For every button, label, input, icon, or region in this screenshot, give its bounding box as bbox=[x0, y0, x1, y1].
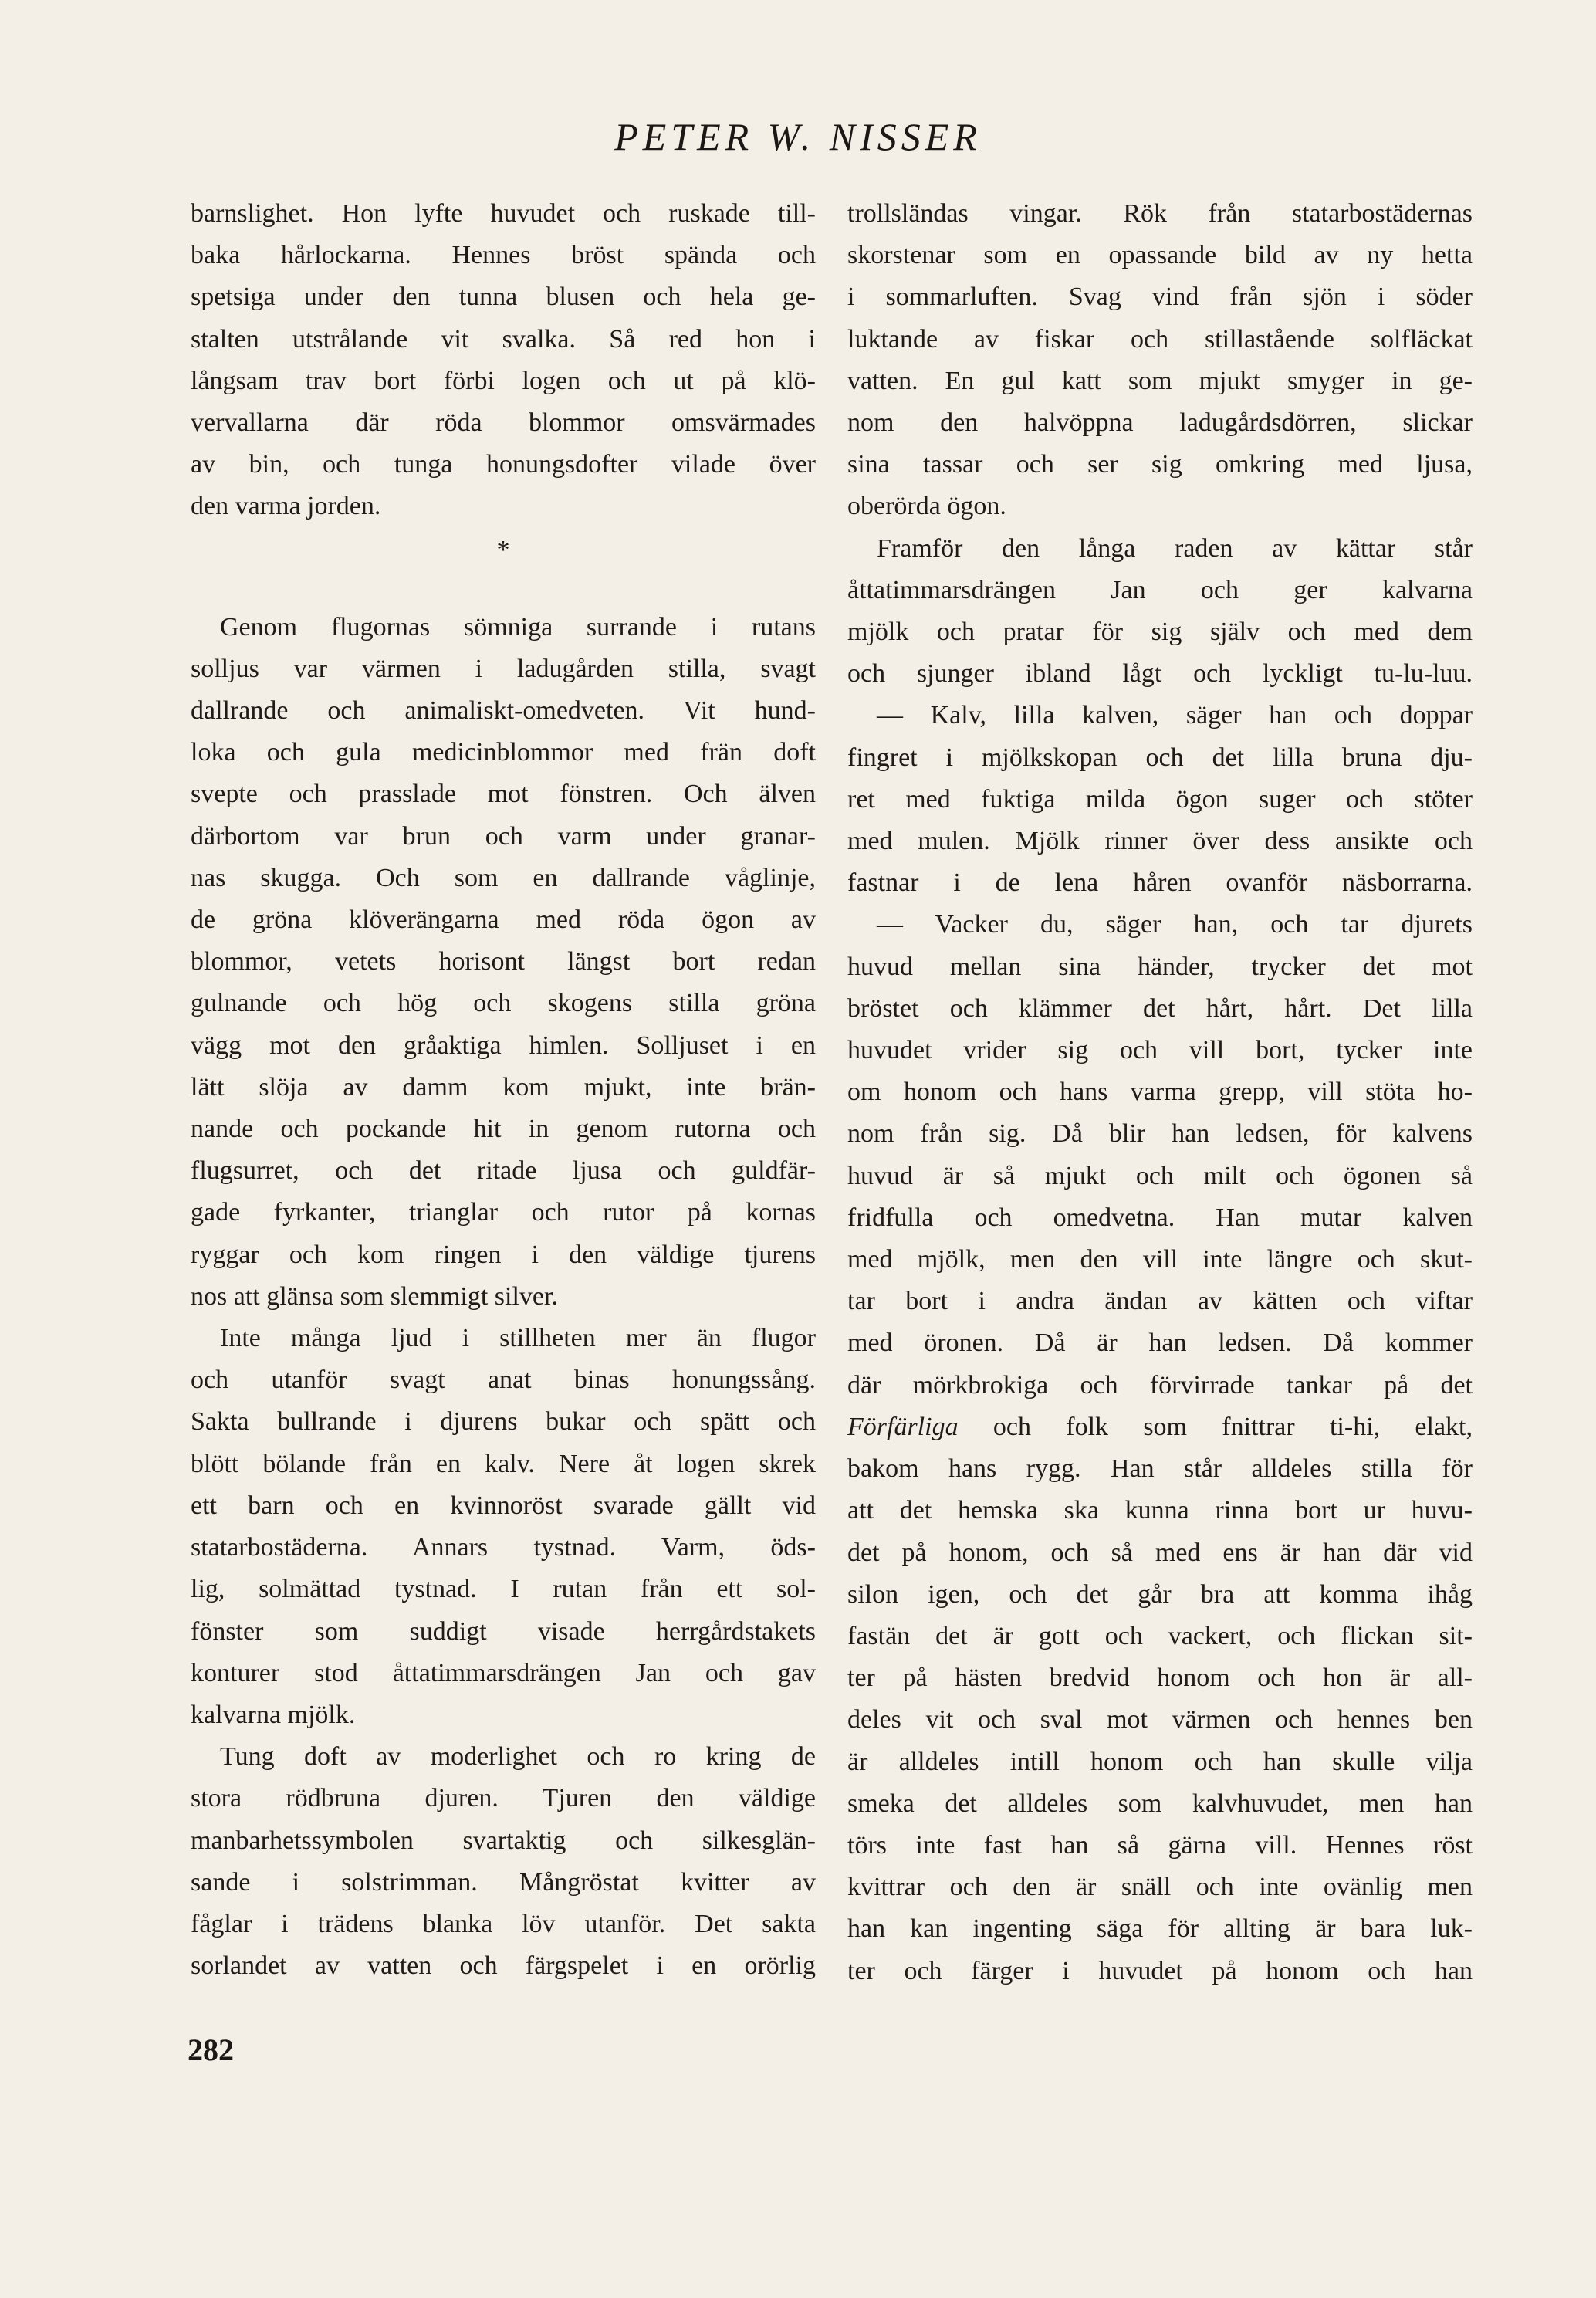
left-column bbox=[191, 193, 816, 1987]
text-line: ryggar och kom ringen i den väldige tjurens bbox=[191, 1240, 816, 1269]
text-line: ett barn och en kvinnoröst svarade gällt vid bbox=[191, 1491, 816, 1520]
text-line: den varma jorden. bbox=[191, 492, 381, 521]
text-line: dallrande och animaliskt-omedveten. Vit hund- bbox=[191, 696, 816, 726]
text-line: bakom hans rygg. Han står alldeles stilla för bbox=[847, 1454, 1473, 1484]
text-line: trollsländas vingar. Rök från statarbostädernas bbox=[847, 199, 1473, 228]
text-line: lätt slöja av damm kom mjukt, inte brän- bbox=[191, 1072, 816, 1102]
text-line: han kan ingenting säga för allting är bara luk- bbox=[847, 1914, 1473, 1944]
text-line: flugsurret, och det ritade ljusa och guldfär- bbox=[191, 1156, 816, 1186]
text-line: och sjunger ibland lågt och lyckligt tu-lu-luu. bbox=[847, 659, 1473, 689]
text-line-rest: och folk som fnittrar ti-hi, elakt, bbox=[992, 1412, 1473, 1441]
text-line: därbortom var brun och varm under granar- bbox=[191, 821, 816, 851]
paragraph-gap bbox=[191, 584, 816, 607]
text-line: fåglar i trädens blanka löv utanför. Det sakta bbox=[191, 1909, 816, 1938]
text-line: där mörkbrokiga och förvirrade tankar på det bbox=[847, 1370, 1473, 1399]
text-line: oberörda ögon. bbox=[847, 492, 1006, 521]
text-line: deles vit och sval mot värmen och hennes ben bbox=[847, 1705, 1473, 1734]
text-line: blommor, vetets horisont längst bort redan bbox=[191, 947, 816, 976]
text-line: lig, solmättad tystnad. I rutan från ett sol- bbox=[191, 1575, 816, 1604]
text-line: ter på hästen bredvid honom och hon är all- bbox=[847, 1663, 1473, 1693]
text-line: med öronen. Då är han ledsen. Då kommer bbox=[847, 1328, 1473, 1358]
text-line: statarbostäderna. Annars tystnad. Varm, öds- bbox=[191, 1533, 816, 1562]
text-line: och utanför svagt anat binas honungssång. bbox=[191, 1366, 816, 1395]
text-line bbox=[847, 1406, 1473, 1448]
text-line: långsam trav bort förbi logen och ut på klö- bbox=[191, 366, 816, 395]
text-line: skorstenar som en opassande bild av ny hetta bbox=[847, 241, 1473, 270]
text-line: mjölk och pratar för sig själv och med dem bbox=[847, 618, 1473, 647]
text-line: Genom flugornas sömniga surrande i rutans bbox=[220, 612, 816, 641]
text-line: bröstet och klämmer det hårt, hårt. Det lilla bbox=[847, 993, 1473, 1023]
text-line: åttatimmarsdrängen Jan och ger kalvarna bbox=[847, 575, 1473, 604]
text-line: om honom och hans varma grepp, vill stöta ho- bbox=[847, 1078, 1473, 1107]
text-line: sande i solstrimman. Mångröstat kvitter av bbox=[191, 1867, 816, 1897]
text-line: kvittrar och den är snäll och inte ovänlig men bbox=[847, 1873, 1473, 1902]
text-line: vatten. En gul katt som mjukt smyger in ge- bbox=[847, 366, 1473, 395]
text-line: huvudet vrider sig och vill bort, tycker inte bbox=[847, 1036, 1473, 1065]
text-line: blött bölande från en kalv. Nere åt logen skrek bbox=[191, 1449, 816, 1478]
text-line: fönster som suddigt visade herrgårdstakets bbox=[191, 1616, 816, 1646]
text-line: törs inte fast han så gärna vill. Hennes röst bbox=[847, 1830, 1473, 1860]
text-line: sorlandet av vatten och färgspelet i en orörlig bbox=[191, 1951, 816, 1981]
text-line: smeka det alldeles som kalvhuvudet, men han bbox=[847, 1789, 1473, 1818]
text-line: — Vacker du, säger han, och tar djurets bbox=[877, 910, 1473, 939]
text-line: loka och gula medicinblommor med frän doft bbox=[191, 738, 816, 767]
text-line: stalten utstrålande vit svalka. Så red hon i bbox=[191, 324, 816, 354]
text-line: — Kalv, lilla kalven, säger han och doppar bbox=[877, 701, 1473, 730]
text-line: konturer stod åttatimmarsdrängen Jan och gav bbox=[191, 1658, 816, 1687]
text-line: manbarhetssymbolen svartaktig och silkesglän- bbox=[191, 1826, 816, 1855]
text-line: sina tassar och ser sig omkring med ljusa, bbox=[847, 450, 1473, 479]
text-line: spetsiga under den tunna blusen och hela ge- bbox=[191, 283, 816, 312]
text-line: barnslighet. Hon lyfte huvudet och ruskade till- bbox=[191, 199, 816, 228]
text-line: med mulen. Mjölk rinner över dess ansikte och bbox=[847, 827, 1473, 856]
text-line: gade fyrkanter, trianglar och rutor på kornas bbox=[191, 1198, 816, 1227]
text-line: att det hemska ska kunna rinna bort ur huvu- bbox=[847, 1496, 1473, 1525]
text-line: ret med fuktiga milda ögon suger och stöter bbox=[847, 784, 1473, 814]
text-line: nande och pockande hit in genom rutorna och bbox=[191, 1115, 816, 1144]
text-line: baka hårlockarna. Hennes bröst spända och bbox=[191, 241, 816, 270]
text-line: luktande av fiskar och stillastående solfläckat bbox=[847, 324, 1473, 354]
text-line: nos att glänsa som slemmigt silver. bbox=[191, 1281, 558, 1311]
text-line: nom den halvöppna ladugårdsdörren, slickar bbox=[847, 408, 1473, 438]
text-line: i sommarluften. Svag vind från sjön i söder bbox=[847, 283, 1473, 312]
text-line: solljus var värmen i ladugården stilla, svagt bbox=[191, 654, 816, 683]
text-line: stora rödbruna djuren. Tjuren den väldige bbox=[191, 1784, 816, 1813]
text-line: med mjölk, men den vill inte längre och skut- bbox=[847, 1245, 1473, 1274]
text-line: de gröna klöverängarna med röda ögon av bbox=[191, 905, 816, 935]
italic-word: Förfärliga bbox=[847, 1412, 959, 1441]
text-line: nas skugga. Och som en dallrande våglinje, bbox=[191, 863, 816, 892]
text-line: vägg mot den gråaktiga himlen. Solljuset i en bbox=[191, 1031, 816, 1060]
text-line: av bin, och tunga honungsdofter vilade över bbox=[191, 450, 816, 479]
text-line: tar bort i andra ändan av kätten och viftar bbox=[847, 1287, 1473, 1316]
text-line: fingret i mjölkskopan och det lilla bruna dju- bbox=[847, 743, 1473, 772]
text-line: fridfulla och omedvetna. Han mutar kalven bbox=[847, 1203, 1473, 1232]
text-line: huvud är så mjukt och milt och ögonen så bbox=[847, 1161, 1473, 1190]
text-line: det på honom, och så med ens är han där vid bbox=[847, 1538, 1473, 1567]
text-line: fastän det är gott och vackert, och flickan sit- bbox=[847, 1621, 1473, 1650]
text-line: silon igen, och det går bra att komma ihåg bbox=[847, 1579, 1473, 1609]
text-line: Framför den långa raden av kättar står bbox=[877, 533, 1473, 563]
text-line: ter och färger i huvudet på honom och han bbox=[847, 1956, 1473, 1985]
right-column bbox=[847, 193, 1473, 1992]
text-line: vervallarna där röda blommor omsvärmades bbox=[191, 408, 816, 438]
text-line: Sakta bullrande i djurens bukar och spätt och bbox=[191, 1407, 816, 1437]
text-line: kalvarna mjölk. bbox=[191, 1700, 356, 1729]
running-head: PETER W. NISSER bbox=[614, 115, 982, 158]
text-line: Inte många ljud i stillheten mer än flugor bbox=[220, 1324, 816, 1353]
text-line: huvud mellan sina händer, trycker det mot bbox=[847, 952, 1473, 981]
section-break-asterisk: * bbox=[496, 535, 510, 564]
text-line: nom från sig. Då blir han ledsen, för kalvens bbox=[847, 1119, 1473, 1149]
text-line: svepte och prasslade mot fönstren. Och älven bbox=[191, 780, 816, 809]
text-line: gulnande och hög och skogens stilla gröna bbox=[191, 989, 816, 1018]
text-line: fastnar i de lena håren ovanför näsborrarna. bbox=[847, 868, 1473, 898]
text-line: Tung doft av moderlighet och ro kring de bbox=[220, 1742, 816, 1772]
page-number: 282 bbox=[188, 2032, 234, 2067]
text-line: är alldeles intill honom och han skulle vilja bbox=[847, 1747, 1473, 1776]
